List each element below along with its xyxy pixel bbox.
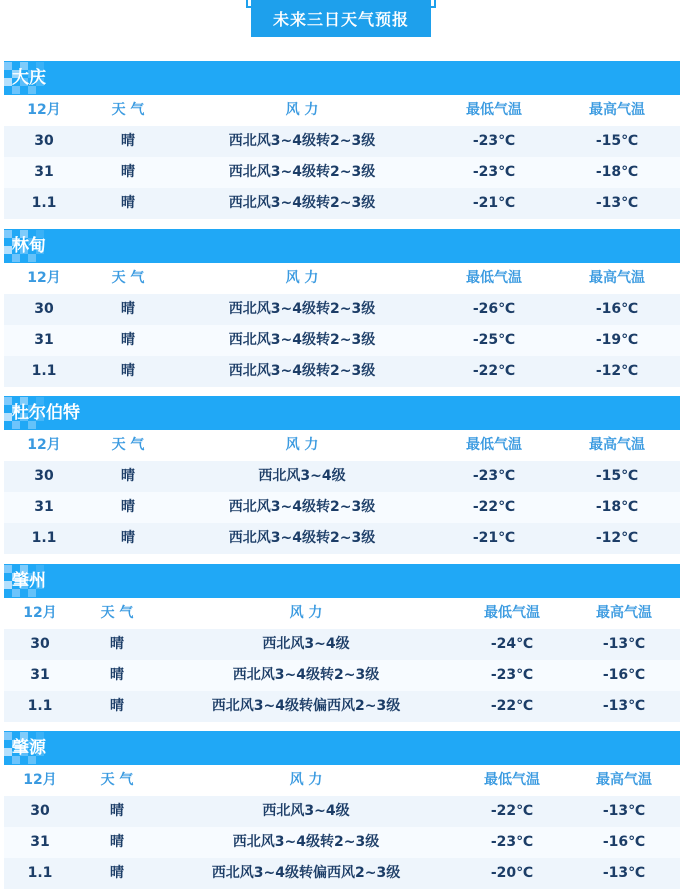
cell-wind: 西北风3~4级转2~3级 [228, 133, 376, 149]
cell-weather: 晴 [110, 636, 124, 652]
column-header-max: 最高气温 [596, 772, 652, 788]
column-header-row [4, 263, 680, 294]
table-row [4, 492, 680, 523]
cell-max: -13℃ [595, 195, 639, 211]
cell-date: 1.1 [27, 865, 53, 881]
cell-wind: 西北风3~4级 [258, 468, 346, 484]
title-tag [246, 0, 436, 40]
city-header-bar [4, 229, 680, 263]
cell-weather: 晴 [121, 133, 135, 149]
cell-date: 31 [30, 834, 50, 850]
cell-weather: 晴 [121, 499, 135, 515]
cell-wind: 西北风3~4级 [262, 803, 350, 819]
cell-min: -22℃ [472, 499, 516, 515]
cell-max: -13℃ [602, 698, 646, 714]
city-header-bar [4, 731, 680, 765]
cell-date: 1.1 [31, 363, 57, 379]
cell-max: -16℃ [602, 834, 646, 850]
table-row [4, 858, 680, 889]
cell-date: 30 [34, 133, 54, 149]
cell-wind: 西北风3~4级转2~3级 [232, 834, 380, 850]
cell-weather: 晴 [121, 332, 135, 348]
table-row [4, 461, 680, 492]
column-header-min: 最低气温 [466, 270, 522, 286]
cell-weather: 晴 [110, 803, 124, 819]
column-header-wind: 风 力 [289, 605, 323, 621]
column-header-wind: 风 力 [285, 437, 319, 453]
table-row [4, 126, 680, 157]
city-name: 大庆 [12, 68, 46, 88]
cell-weather: 晴 [121, 164, 135, 180]
cell-min: -25℃ [472, 332, 516, 348]
cell-date: 1.1 [31, 195, 57, 211]
cell-max: -18℃ [595, 164, 639, 180]
city-forecast-table [4, 229, 680, 387]
city-name: 林甸 [12, 236, 46, 256]
column-header-min: 最低气温 [484, 605, 540, 621]
cell-min: -23℃ [472, 133, 516, 149]
cell-weather: 晴 [110, 865, 124, 881]
cell-wind: 西北风3~4级转2~3级 [232, 667, 380, 683]
cell-wind: 西北风3~4级转2~3级 [228, 363, 376, 379]
cell-max: -13℃ [602, 803, 646, 819]
column-header-row [4, 598, 680, 629]
column-header-max: 最高气温 [596, 605, 652, 621]
column-header-weather: 天 气 [111, 437, 145, 453]
table-row [4, 523, 680, 554]
cell-weather: 晴 [110, 834, 124, 850]
cell-min: -26℃ [472, 301, 516, 317]
cell-wind: 西北风3~4级转偏西风2~3级 [211, 698, 401, 714]
table-row [4, 157, 680, 188]
cell-min: -21℃ [472, 195, 516, 211]
cell-max: -19℃ [595, 332, 639, 348]
cell-weather: 晴 [121, 530, 135, 546]
city-forecast-table [4, 396, 680, 554]
city-name: 杜尔伯特 [12, 403, 80, 423]
cell-weather: 晴 [121, 301, 135, 317]
cell-wind: 西北风3~4级转2~3级 [228, 301, 376, 317]
cell-date: 31 [34, 332, 54, 348]
column-header-min: 最低气温 [484, 772, 540, 788]
page-title: 未来三日天气预报 [251, 0, 431, 37]
cell-max: -16℃ [602, 667, 646, 683]
cell-min: -23℃ [472, 164, 516, 180]
table-row [4, 629, 680, 660]
cell-date: 31 [30, 667, 50, 683]
table-row [4, 356, 680, 387]
city-header-bar [4, 564, 680, 598]
table-row [4, 660, 680, 691]
city-name: 肇州 [12, 571, 46, 591]
cell-weather: 晴 [121, 363, 135, 379]
column-header-date: 12月 [27, 437, 61, 453]
column-header-row [4, 765, 680, 796]
column-header-date: 12月 [23, 605, 57, 621]
column-header-row [4, 430, 680, 461]
table-row [4, 827, 680, 858]
cell-wind: 西北风3~4级转2~3级 [228, 332, 376, 348]
cell-wind: 西北风3~4级 [262, 636, 350, 652]
cell-min: -24℃ [490, 636, 534, 652]
cell-date: 30 [30, 636, 50, 652]
cell-date: 31 [34, 499, 54, 515]
cell-min: -22℃ [490, 803, 534, 819]
cell-date: 30 [34, 301, 54, 317]
table-row [4, 294, 680, 325]
table-row [4, 691, 680, 722]
cell-wind: 西北风3~4级转2~3级 [228, 530, 376, 546]
table-row [4, 188, 680, 219]
cell-max: -12℃ [595, 363, 639, 379]
cell-weather: 晴 [110, 667, 124, 683]
cell-wind: 西北风3~4级转偏西风2~3级 [211, 865, 401, 881]
cell-max: -15℃ [595, 133, 639, 149]
city-forecast-table [4, 564, 680, 722]
column-header-weather: 天 气 [100, 772, 134, 788]
column-header-max: 最高气温 [589, 270, 645, 286]
cell-wind: 西北风3~4级转2~3级 [228, 195, 376, 211]
column-header-date: 12月 [23, 772, 57, 788]
cell-min: -23℃ [490, 667, 534, 683]
cell-date: 31 [34, 164, 54, 180]
column-header-min: 最低气温 [466, 437, 522, 453]
cell-max: -12℃ [595, 530, 639, 546]
cell-wind: 西北风3~4级转2~3级 [228, 164, 376, 180]
table-row [4, 325, 680, 356]
column-header-wind: 风 力 [285, 270, 319, 286]
cell-max: -15℃ [595, 468, 639, 484]
cell-max: -16℃ [595, 301, 639, 317]
city-header-bar [4, 396, 680, 430]
table-row [4, 796, 680, 827]
cell-date: 30 [30, 803, 50, 819]
city-header-bar [4, 61, 680, 95]
cell-min: -22℃ [490, 698, 534, 714]
column-header-wind: 风 力 [289, 772, 323, 788]
cell-date: 1.1 [27, 698, 53, 714]
column-header-weather: 天 气 [111, 102, 145, 118]
column-header-wind: 风 力 [285, 102, 319, 118]
cell-date: 30 [34, 468, 54, 484]
cell-max: -13℃ [602, 865, 646, 881]
cell-min: -20℃ [490, 865, 534, 881]
column-header-date: 12月 [27, 270, 61, 286]
city-name: 肇源 [12, 738, 46, 758]
column-header-weather: 天 气 [100, 605, 134, 621]
column-header-row [4, 95, 680, 126]
cell-max: -13℃ [602, 636, 646, 652]
cell-min: -23℃ [472, 468, 516, 484]
column-header-min: 最低气温 [466, 102, 522, 118]
column-header-date: 12月 [27, 102, 61, 118]
cell-min: -21℃ [472, 530, 516, 546]
cell-weather: 晴 [121, 195, 135, 211]
city-forecast-table [4, 731, 680, 889]
column-header-max: 最高气温 [589, 437, 645, 453]
city-forecast-table [4, 61, 680, 219]
column-header-weather: 天 气 [111, 270, 145, 286]
column-header-max: 最高气温 [589, 102, 645, 118]
cell-min: -23℃ [490, 834, 534, 850]
cell-weather: 晴 [110, 698, 124, 714]
cell-min: -22℃ [472, 363, 516, 379]
cell-date: 1.1 [31, 530, 57, 546]
cell-weather: 晴 [121, 468, 135, 484]
cell-wind: 西北风3~4级转2~3级 [228, 499, 376, 515]
cell-max: -18℃ [595, 499, 639, 515]
